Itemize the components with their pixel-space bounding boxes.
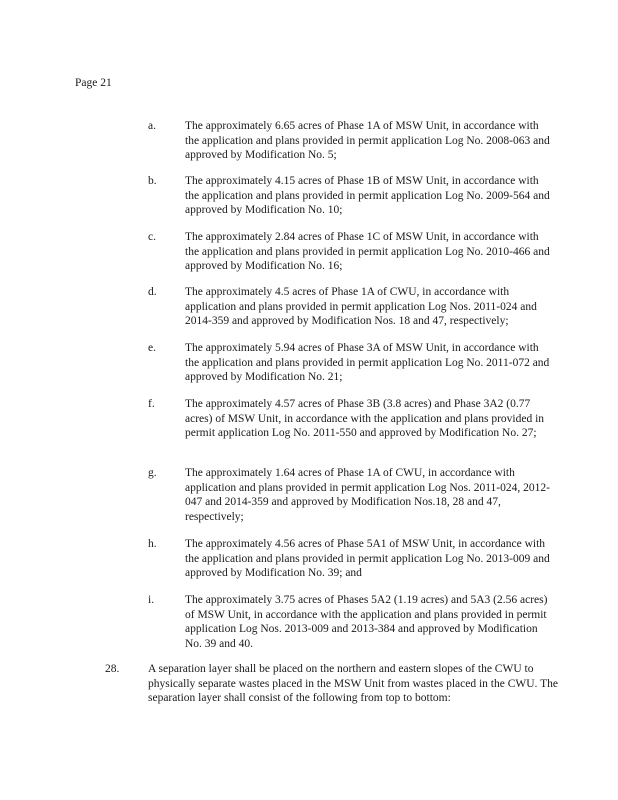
- list-marker: i.: [148, 594, 155, 606]
- paragraph-text: A separation layer shall be placed on the northern and eastern slopes of the CWU to physically separate wastes placed in the MSW Unit from wastes placed in the CWU. The separation layer shall consist of the following from top to bottom:: [148, 663, 558, 704]
- list-marker: c.: [148, 231, 156, 243]
- list-item-text: The approximately 2.84 acres of Phase 1C of MSW Unit, in accordance with the application and plans provided in permit application Log No. 2010-466 and approved by Modification No. 16;: [185, 231, 550, 272]
- list-marker: b.: [148, 175, 157, 187]
- list-item-text: The approximately 5.94 acres of Phase 3A of MSW Unit, in accordance with the application and plans provided in permit application Log No. 2011-072 and approved by Modification No. 21;: [185, 342, 550, 383]
- list-marker: h.: [148, 538, 157, 550]
- page-number: Page 21: [75, 77, 112, 89]
- list-marker: d.: [148, 286, 157, 298]
- list-marker: e.: [148, 342, 156, 354]
- list-item-text: The approximately 1.64 acres of Phase 1A of CWU, in accordance with application and plans provided in permit application Log Nos. 2011-024, 2012-047 and 2014-359 and approved by Modification Nos.18, 28 and 47, respectively;: [185, 467, 550, 523]
- list-item-text: The approximately 3.75 acres of Phases 5A2 (1.19 acres) and 5A3 (2.56 acres) of MSW Unit, in accordance with the application and plans provided in permit application Log Nos. 2013-009 and 2013-384 and approved by Modification No. 39 and 40.: [185, 594, 548, 650]
- list-item-text: The approximately 4.5 acres of Phase 1A of CWU, in accordance with application and plans provided in permit application Log Nos. 2011-024 and 2014-359 and approved by Modification Nos. 18 and 47, respectively;: [185, 286, 537, 327]
- list-item-text: The approximately 6.65 acres of Phase 1A of MSW Unit, in accordance with the application and plans provided in permit application Log No. 2008-063 and approved by Modification No. 5;: [185, 120, 550, 161]
- list-item-text: The approximately 4.15 acres of Phase 1B of MSW Unit, in accordance with the application and plans provided in permit application Log No. 2009-564 and approved by Modification No. 10;: [185, 175, 550, 216]
- list-marker: g.: [148, 467, 157, 479]
- list-item-text: The approximately 4.56 acres of Phase 5A1 of MSW Unit, in accordance with the application and plans provided in permit application Log No. 2013-009 and approved by Modification No. 39; and: [185, 538, 550, 579]
- list-marker: a.: [148, 120, 156, 132]
- list-marker: f.: [148, 398, 155, 410]
- list-item-text: The approximately 4.57 acres of Phase 3B (3.8 acres) and Phase 3A2 (0.77 acres) of MSW Unit, in accordance with the application and plans provided in permit application Log No. 2011-550 and approved by Modification No. 27;: [185, 398, 545, 439]
- paragraph-number: 28.: [105, 663, 120, 675]
